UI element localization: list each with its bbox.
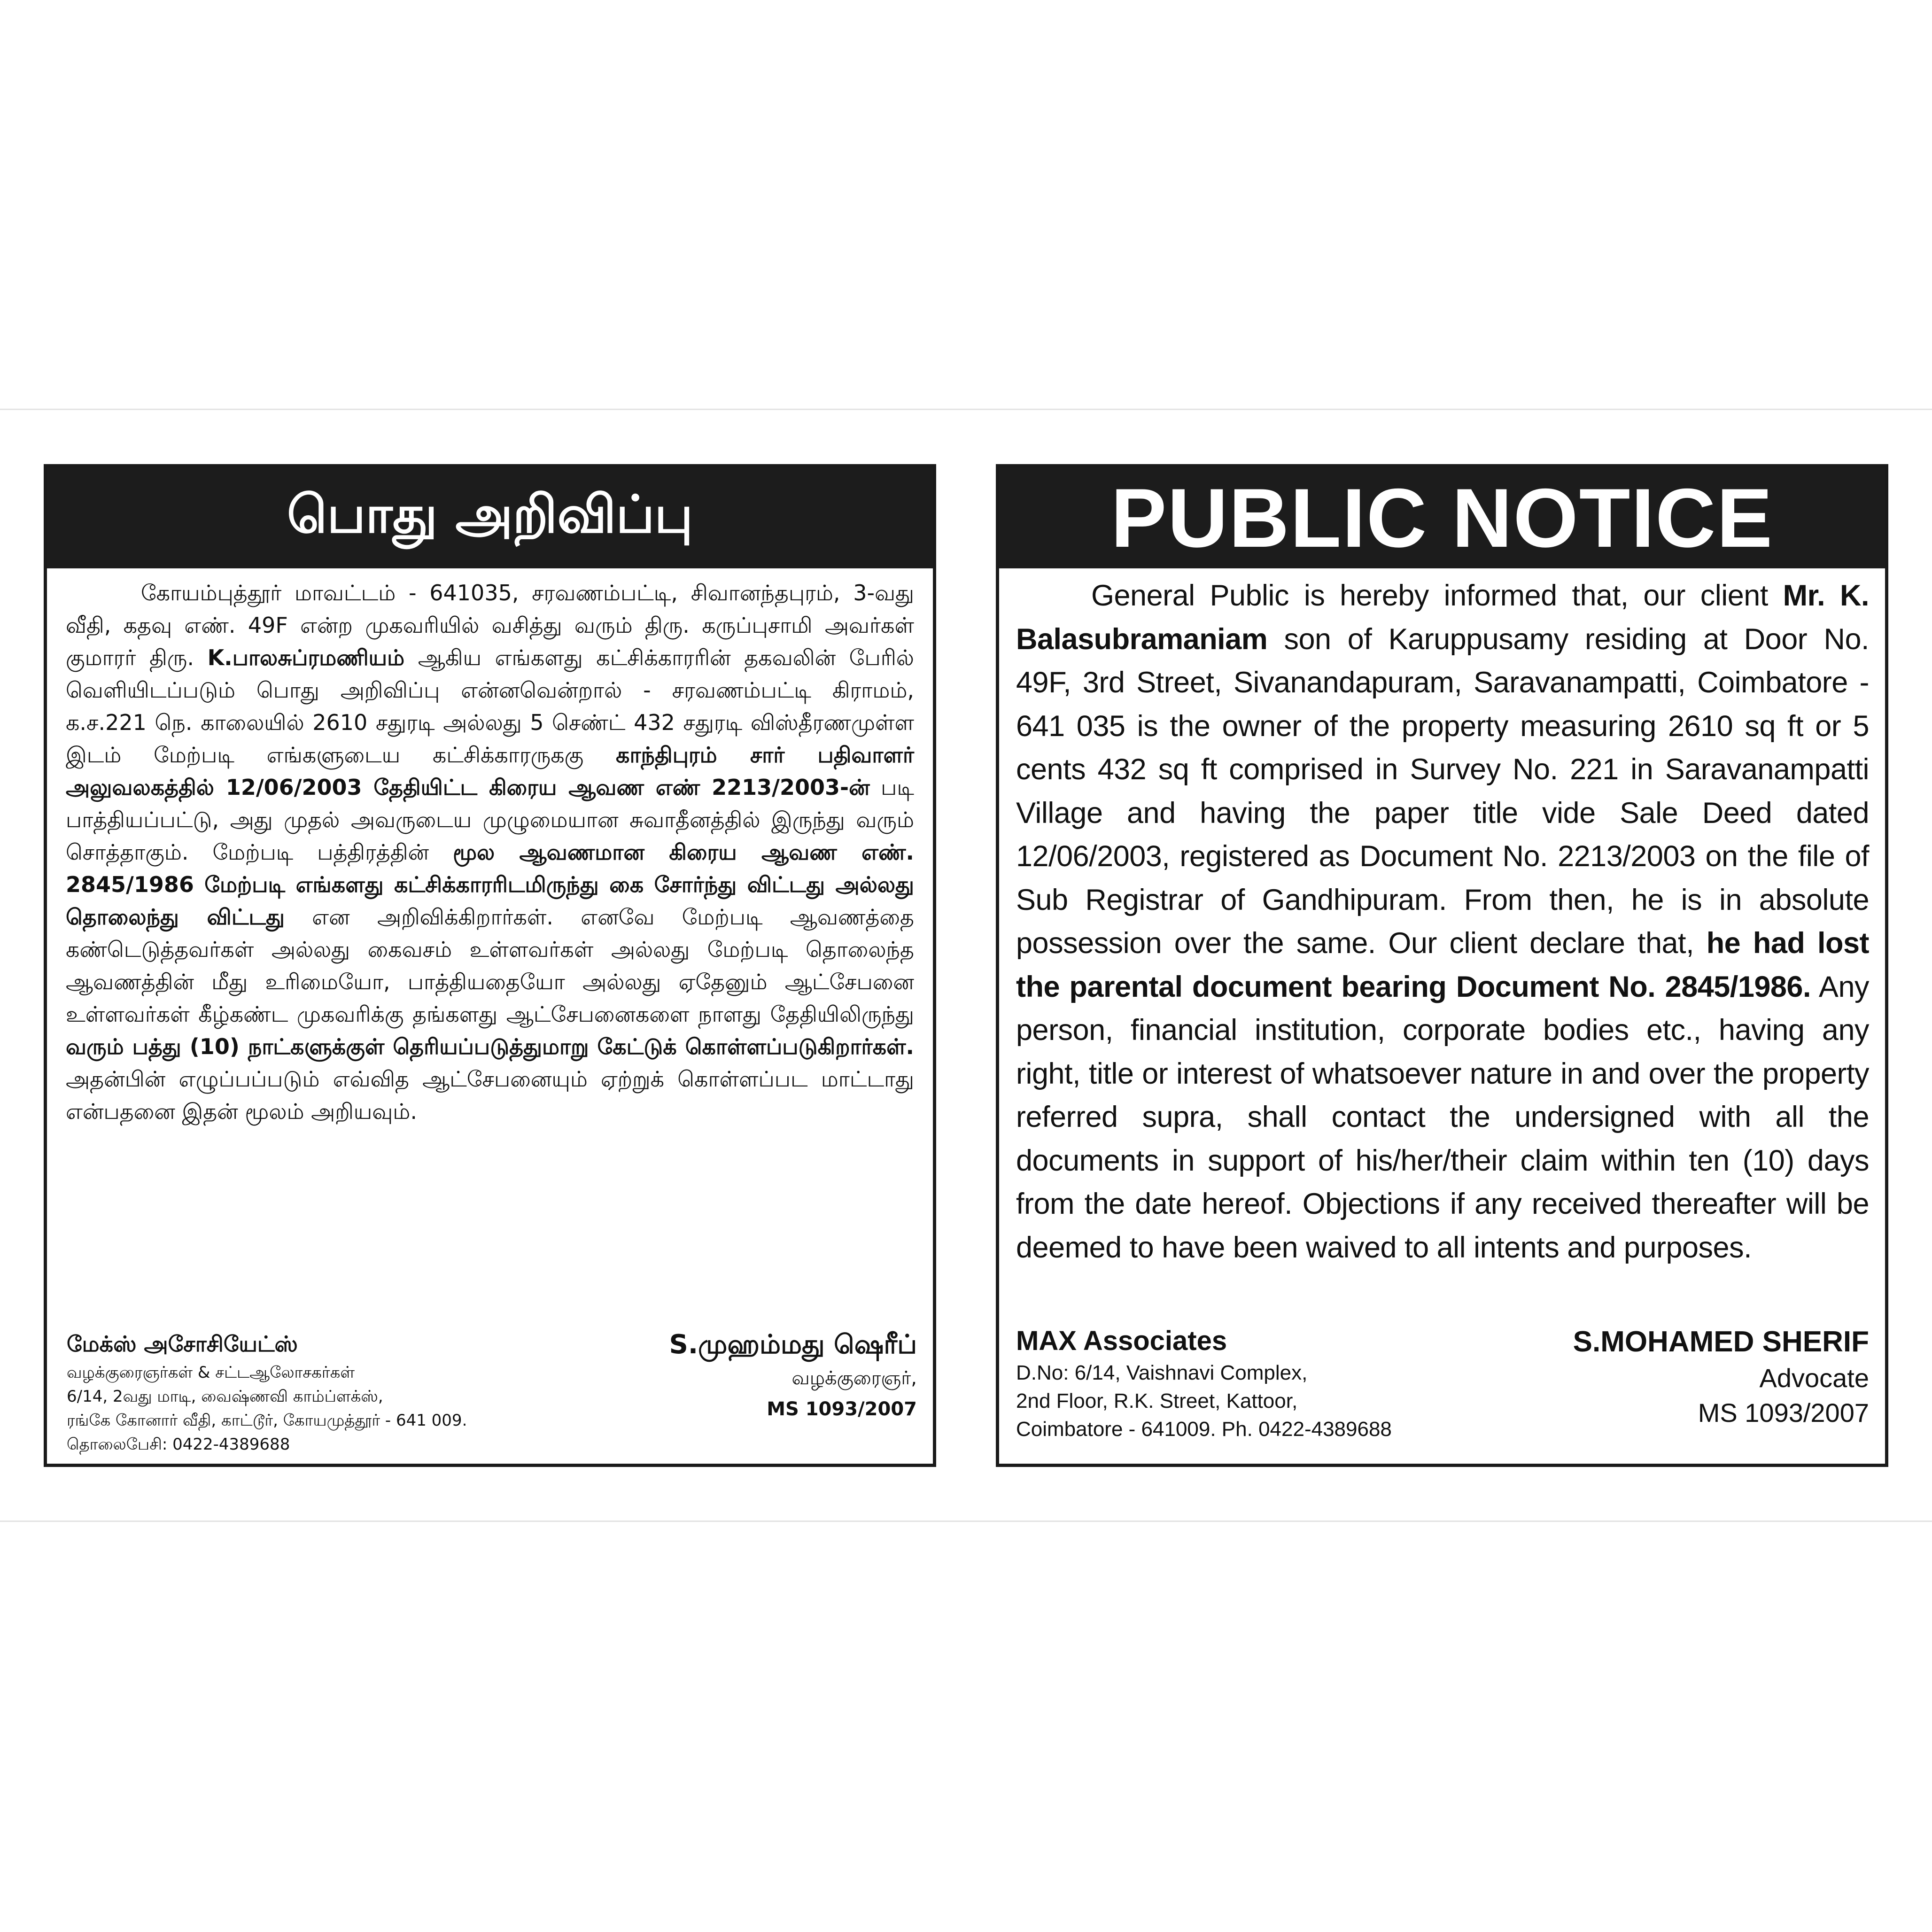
signatory-registration: MS 1093/2007 bbox=[1698, 1398, 1869, 1428]
tamil-notice-header bbox=[47, 467, 933, 568]
body-text: என அறிவிக்கிறார்கள். எனவே மேற்படி ஆவணத்தை கண்டெடுத்தவர்கள் அல்லது கைவசம் உள்ளவர்கள் அல்லது மேற்படி தொலைந்த ஆவணத்தின் மீது உரிமையோ, பாத்தியதையோ அல்லது ஏதேனும் ஆட்சேபனை உள்ளவர்கள் கீழ்கண்ட முகவரிக்கு தங்களது ஆட்சேபனைகளை நாளது தேதியிலிருந்து bbox=[66, 904, 914, 1027]
body-text: அதன்பின் எழுப்பப்படும் எவ்வித ஆட்சேபனையும் ஏற்றுக் கொள்ளப்பட மாட்டாது என்பதனை இதன் மூலம் அறியவும். bbox=[66, 1066, 914, 1124]
tamil-public-notice bbox=[44, 464, 936, 1467]
firm-phone: தொலைபேசி: 0422-4389688 bbox=[67, 1435, 290, 1454]
firm-address-line: Coimbatore - 641009. Ph. 0422-4389688 bbox=[1016, 1418, 1392, 1441]
tamil-notice-footer bbox=[47, 1327, 933, 1464]
body-text: கோயம்புத்தூர் மாவட்டம் - 641035, சரவணம்பட்டி, சிவானந்தபுரம், 3-வது வீதி, கதவு எண். 49F என்ற முகவரியில் வசித்து வரும் திரு. கருப்புசாமி அவர்கள் குமாரர் திரு. bbox=[66, 580, 914, 670]
lost-document-statement: he had lost the parental document bearing Document No. 2845/1986. bbox=[1016, 927, 1869, 1003]
body-text: son of Karuppusamy residing at Door No. 49F, 3rd Street, Sivanandapuram, Saravanampatti, Coimbatore - 641 035 is the owner of the property measuring 2610 sq ft or 5 cents 432 sq ft comprised in Survey No. 221 in Saravanampatti Village and having the paper title vide Sale Deed dated 12/06/2003, registered as Document No. 2213/2003 on the file of Sub Registrar of Gandhipuram. From then, he is in absolute possession over the same. Our client declare that, bbox=[1016, 622, 1869, 960]
body-text: படி பாத்தியப்பட்டு, அது முதல் அவருடைய முழுமையான சுவாதீனத்தில் இருந்து வரும் சொத்தாகும். மேற்படி பத்திரத்தின் bbox=[66, 775, 914, 865]
firm-address-line: 2nd Floor, R.K. Street, Kattoor, bbox=[1016, 1389, 1298, 1412]
body-text: Any person, financial institution, corporate bodies etc., having any right, title or interest of whatsoever nature in and over the property referred supra, shall contact the undersigned with all the documents in support of his/her/their claim within ten (10) days from the date hereof. Objections if any received thereafter will be deemed to have been waived to all intents and purposes. bbox=[1016, 970, 1869, 1264]
lost-document-statement: மூல ஆவணமான கிரைய ஆவண எண். 2845/1986 மேற்படி எங்களது கட்சிக்காரரிடமிருந்து கை சோர்ந்து விட்டது அல்லது தொலைந்து விட்டது bbox=[66, 839, 914, 930]
firm-address-block bbox=[67, 1327, 467, 1457]
firm-name: MAX Associates bbox=[1016, 1326, 1227, 1356]
tamil-notice-title: பொது அறிவிப்பு bbox=[287, 484, 693, 544]
signatory-block bbox=[669, 1327, 917, 1425]
tamil-notice-body bbox=[47, 568, 933, 1128]
signatory-name: S.முஹம்மது ஷெரீப் bbox=[669, 1329, 917, 1360]
english-public-notice bbox=[996, 464, 1888, 1467]
body-text: General Public is hereby informed that, our client bbox=[1091, 579, 1783, 612]
firm-address-line: 6/14, 2வது மாடி, வைஷ்ணவி காம்ப்ளக்ஸ், bbox=[67, 1387, 383, 1406]
signatory-name: S.MOHAMED SHERIF bbox=[1573, 1326, 1869, 1358]
firm-description: வழக்குரைஞர்கள் & சட்டஆலோசகர்கள் bbox=[67, 1363, 355, 1382]
firm-name: மேக்ஸ் அசோசியேட்ஸ் bbox=[67, 1331, 298, 1357]
english-notice-header bbox=[999, 467, 1885, 568]
deadline-statement: வரும் பத்து (10) நாட்களுக்குள் தெரியப்படுத்துமாறு கேட்டுக் கொள்ளப்படுகிறார்கள். bbox=[66, 1034, 914, 1059]
signatory-title: வழக்குரைஞர், bbox=[791, 1367, 917, 1389]
english-notice-footer bbox=[999, 1323, 1885, 1464]
english-notice-title: PUBLIC NOTICE bbox=[1110, 471, 1774, 565]
firm-address-line: ரங்கே கோனார் வீதி, காட்டூர், கோயமுத்தூர் - 641 009. bbox=[67, 1411, 467, 1430]
english-notice-body bbox=[999, 568, 1885, 1269]
firm-address-line: D.No: 6/14, Vaishnavi Complex, bbox=[1016, 1361, 1308, 1384]
signatory-block bbox=[1573, 1323, 1869, 1430]
client-name: K.பாலசுப்ரமணியம் bbox=[207, 645, 405, 670]
client-name: Mr. K. Balasubramaniam bbox=[1016, 579, 1869, 656]
firm-address-block bbox=[1016, 1323, 1392, 1443]
signatory-registration: MS 1093/2007 bbox=[767, 1398, 917, 1420]
deed-reference: காந்திபுரம் சார் பதிவாளர் அலுவலகத்தில் 12/06/2003 தேதியிட்ட கிரைய ஆவண எண் 2213/2003-ன் bbox=[66, 742, 914, 800]
signatory-title: Advocate bbox=[1759, 1363, 1869, 1393]
body-text: ஆகிய எங்களது கட்சிக்காரரின் தகவலின் பேரில் வெளியிடப்படும் பொது அறிவிப்பு என்னவென்றால் - சரவணம்பட்டி கிராமம், க.ச.221 நெ. காலையில் 2610 சதுரடி அல்லது 5 செண்ட் 432 சதுரடி விஸ்தீரணமுள்ள இடம் மேற்படி எங்களுடைய கட்சிக்காரருககு bbox=[66, 645, 914, 768]
